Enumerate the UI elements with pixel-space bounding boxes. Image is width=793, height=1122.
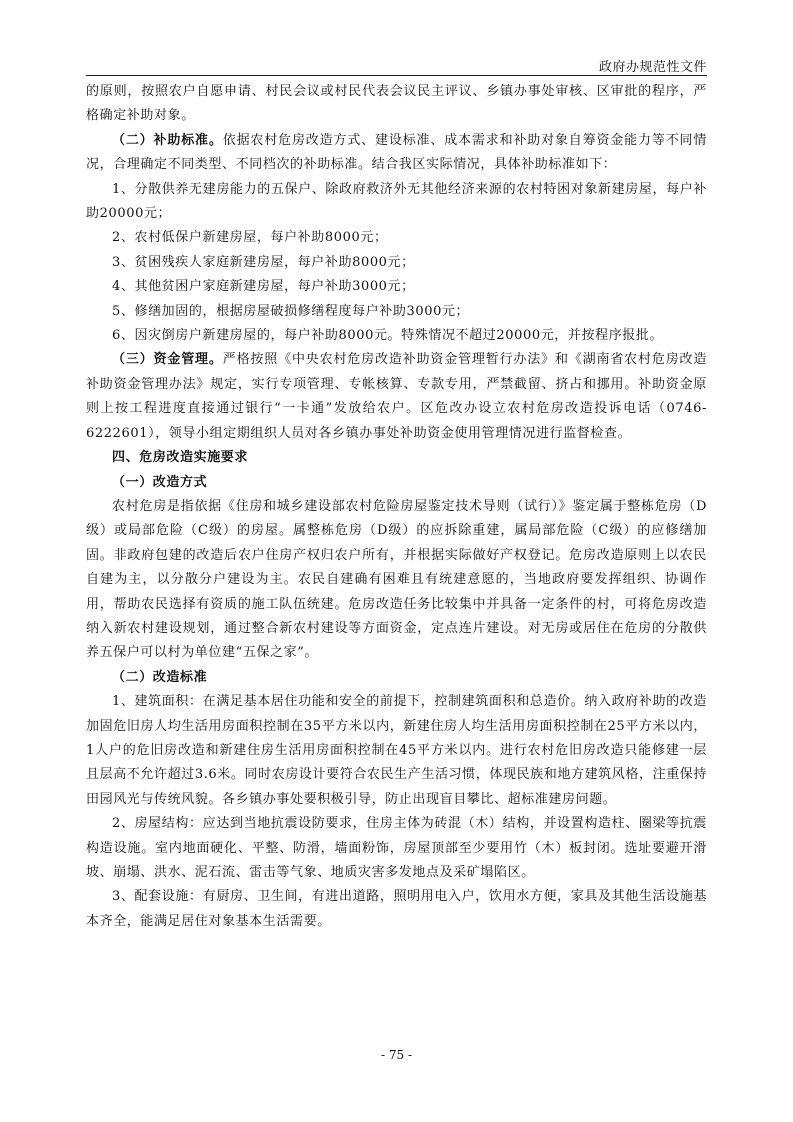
paragraph-house-structure: 2、房屋结构：应达到当地抗震设防要求，住房主体为砖混（木）结构，并设置构造柱、圈梁等抗震构造设施。室内地面硬化、平整、防滑，墙面粉饰，房屋顶部至少要用竹（木）板封闭。选址要避开滑坡、崩塌、洪水、泥石流、雷击等气象、地质灾害多发地点及采矿塌陷区。	[86, 816, 707, 880]
list-item: 1、分散供养无建房能力的五保户、除政府救济外无其他经济来源的农村特困对象新建房屋，每户补助20000元；	[86, 181, 707, 222]
paragraph-fund-management	[86, 348, 707, 446]
list-item: 2、农村低保户新建房屋，每户补助8000元；	[112, 230, 388, 246]
list-item: 3、贫困残疾人家庭新建房屋，每户补助8000元；	[112, 254, 415, 270]
page-body	[86, 80, 707, 934]
paragraph-building-area: 1、建筑面积：在满足基本居住功能和安全的前提下，控制建筑面积和总造价。纳入政府补助的改造加固危旧房人均生活用房面积控制在35平方米以内，新建住房人均生活用房面积控制在25平方米以内，1人户的危旧房改造和新建住房生活用房面积控制在45平方米以内。进行农村危旧房改造只能修建一层且层高不允许超过3.6米。同时农房设计要符合农民生产生活习惯，体现民族和地方建筑风格，注重保持田园风光与传统风貌。各乡镇办事处要积极引导，防止出现盲目攀比、超标准建房问题。	[86, 694, 707, 807]
list-item: 6、因灾倒房户新建房屋的，每户补助8000元。特殊情况不超过20000元，并按程序报批。	[112, 328, 664, 344]
section-heading-4: 四、危房改造实施要求	[112, 450, 249, 466]
subsection-heading-method: （一）改造方式	[112, 474, 208, 490]
paragraph-facilities: 3、配套设施：有厨房、卫生间，有进出道路，照明用电入户，饮用水方便，家具及其他生活设施基本齐全，能满足居住对象基本生活需要。	[86, 889, 707, 929]
page-number: - 75 -	[380, 1048, 412, 1062]
paragraph-subsidy-standard	[86, 129, 707, 178]
list-item: 5、修缮加固的，根据房屋破损修缮程度每户补助3000元；	[112, 303, 470, 319]
subsidy-standard-text: 依据农村危房改造方式、建设标准、成本需求和补助对象自筹资金能力等不同情况，合理确定不同类型、不同档次的补助标准。结合我区实际情况，具体补助标准如下：	[86, 132, 707, 173]
fund-management-text: 严格按照《中央农村危房改造补助资金管理暂行办法》和《湖南省农村危房改造补助资金管理办法》规定，实行专项管理、专帐核算、专款专用，严禁截留、挤占和挪用。补助资金原则上按工程进度直接通过银行“一卡通”发放给农户。区危改办设立农村危房改造投诉电话（0746-6222601），领导小组定期组织人员对各乡镇办事处补助资金使用管理情况进行监督检查。	[86, 352, 707, 441]
header-divider	[86, 75, 707, 76]
paragraph-continuation: 的原则，按照农户自愿申请、村民会议或村民代表会议民主评议、乡镇办事处审核、区审批的程序，严格确定补助对象。	[86, 84, 707, 124]
fund-management-heading: （三）资金管理。	[112, 352, 223, 368]
paragraph-renovation-method: 农村危房是指依据《住房和城乡建设部农村危险房屋鉴定技术导则（试行）》鉴定属于整栋危房（D级）或局部危险（C级）的房屋。属整栋危房（D级）的应拆除重建，属局部危险（C级）的应修缮加固。非政府包建的改造后农户住房产权归农户所有，并根据实际做好产权登记。危房改造原则上以农民自建为主，以分散分户建设为主。农民自建确有困难且有统建意愿的，当地政府要发挥组织、协调作用，帮助农民选择有资质的施工队伍统建。危房改造任务比较集中并具备一定条件的村，可将危房改造纳入新农村建设规划，通过整合新农村建设等方面资金，定点连片建设。对无房或居住在危房的分散供养五保户可以村为单位建“五保之家”。	[86, 498, 707, 661]
document-type-label: 政府办规范性文件	[598, 60, 707, 75]
subsidy-standard-heading: （二）补助标准。	[112, 132, 223, 148]
list-item: 4、其他贫困户家庭新建房屋，每户补助3000元；	[112, 279, 415, 295]
subsection-heading-standard: （二）改造标准	[112, 669, 208, 685]
